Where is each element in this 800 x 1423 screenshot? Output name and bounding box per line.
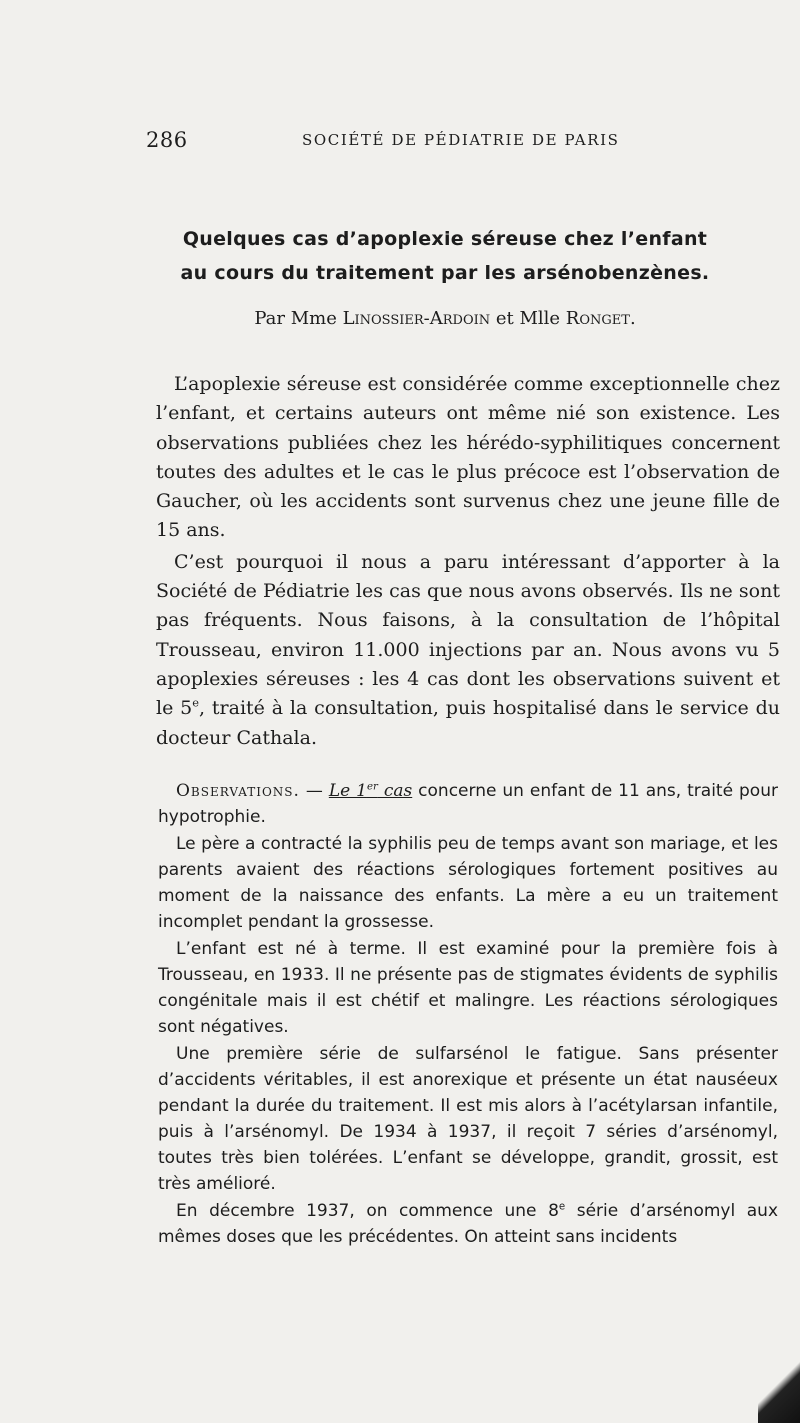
observation-p1-rest: concerne un enfant de 11 ans, traité pour hypotrophie. [158, 781, 778, 827]
author-suffix: . [629, 308, 636, 329]
observation-paragraph-3: L’enfant est né à terme. Il est examiné pour la première fois à Trousseau, en 1933. Il ne présente pas de stigmates évidents de syphilis congénitale mais il est chétif et malingre. Les réactions sérologiques sont négatives. [158, 939, 778, 1037]
intro-p2-text: C’est pourquoi il nous a paru intéressant d’apporter à la Société de Pédiatrie les cas que nous avons observés. Ils ne sont pas fréquents. Nous faisons, à la consultation de l’hôpital Trousseau, environ 11.000 injections par an. Nous avons vu 5 apoplexies séreuses : les 4 cas dont les observations suivent et le 5 [156, 550, 780, 720]
observation-p5-sup: e [558, 1201, 566, 1213]
observations-section [158, 778, 778, 1251]
author-prefix: Par Mme [254, 308, 343, 329]
page-number: 286 [146, 128, 188, 152]
page-edge-shadow [758, 1353, 800, 1423]
author-name-2: Ronget [565, 308, 630, 329]
intro-p2-sup: e [192, 695, 200, 710]
observation-paragraph-1 [158, 778, 778, 830]
observations-dash: — [299, 781, 329, 801]
intro-section [156, 370, 780, 755]
case-label-b: cas [377, 781, 413, 801]
observation-paragraph-5 [158, 1198, 778, 1250]
observation-p5a: En décembre 1937, on commence une 8 [176, 1201, 559, 1221]
observation-paragraph-2: Le père a contracté la syphilis peu de temps avant son mariage, et les parents avaient des réactions sérologiques fortement positives au moment de la naissance des enfants. La mère a eu un traitement incomplet pendant la grossesse. [158, 834, 778, 932]
title-line-2: au cours du traitement par les arsénobenzènes. [180, 262, 710, 284]
page-header [146, 128, 646, 154]
author-conjunction: et Mlle [490, 308, 566, 329]
author-name-1: Linossier-Ardoin [342, 308, 491, 329]
running-head: SOCIÉTÉ DE PÉDIATRIE DE PARIS [302, 131, 620, 149]
observations-label: Observations. [176, 781, 300, 801]
intro-paragraph-1: L’apoplexie séreuse est considérée comme exceptionnelle chez l’enfant, et certains auteurs ont même nié son existence. Les observations publiées chez les hérédo-syphilitiques concernent toutes des adultes et le cas le plus précoce est l’observation de Gaucher, où les accidents sont survenus chez une jeune fille de 15 ans. [156, 373, 780, 542]
case-label-a: Le 1 [328, 781, 367, 801]
observation-paragraph-4: Une première série de sulfarsénol le fatigue. Sans présenter d’accidents véritables, il est anorexique et présente un état nauséeux pendant la durée du traitement. Il est mis alors à l’acétylarsan infantile, puis à l’arsénomyl. De 1934 à 1937, il reçoit 7 séries d’arsénomyl, toutes très bien tolérées. L’enfant se développe, grandit, grossit, est très amélioré. [158, 1044, 778, 1194]
author-line [150, 308, 740, 329]
observation-p5b: série d’arsénomyl aux mêmes doses que les précédentes. On atteint sans incidents [158, 1201, 779, 1247]
intro-p2-end: , traité à la consultation, puis hospitalisé dans le service du docteur Cathala. [156, 697, 780, 749]
article-title [150, 222, 740, 290]
case-label [329, 781, 412, 801]
case-label-sup: er [366, 781, 378, 793]
intro-paragraph-2 [156, 548, 780, 753]
title-line-1: Quelques cas d’apoplexie séreuse chez l’enfant [182, 228, 708, 250]
